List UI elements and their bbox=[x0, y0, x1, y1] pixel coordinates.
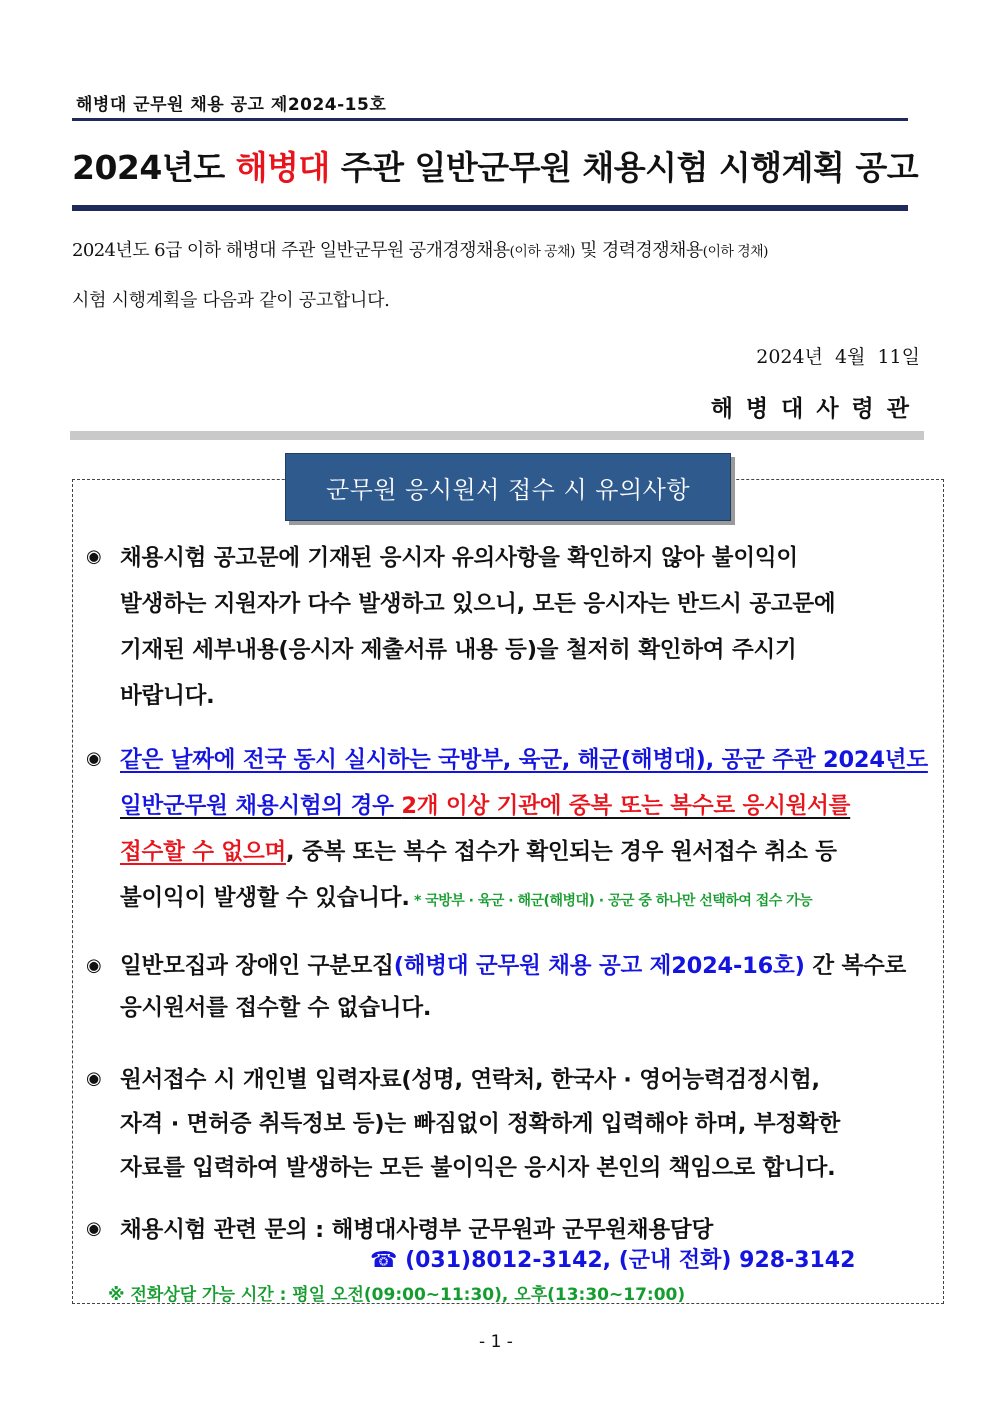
item2-line-3-rest: , 중복 또는 복수 접수가 확인되는 경우 원서접수 취소 등 bbox=[286, 839, 837, 865]
item2-line-2 bbox=[120, 788, 940, 820]
bullet-icon: ◉ bbox=[86, 955, 102, 976]
item3-text-b: 간 복수로 bbox=[804, 953, 907, 979]
intro-abbr-b: (이하 경채) bbox=[702, 244, 768, 260]
item1-line-2: 발생하는 지원자가 다수 발생하고 있으니, 모든 응시자는 반드시 공고문에 bbox=[120, 591, 836, 617]
item1-line-4: 바랍니다. bbox=[120, 683, 215, 709]
item4-line-2: 자격 · 면허증 취득정보 등)는 빠짐없이 정확하게 입력해야 하며, 부정확한 bbox=[120, 1111, 840, 1137]
page-number: - 1 - bbox=[479, 1332, 513, 1352]
item2-line-3 bbox=[120, 834, 940, 866]
item3-ref: (해병대 군무원 채용 공고 제2024-16호) bbox=[393, 953, 805, 979]
bullet-icon: ◉ bbox=[86, 748, 102, 769]
item2-red-text: 2개 이상 기관에 중복 또는 복수로 응시원서를 bbox=[401, 793, 851, 819]
issue-date: 2024년 4월 11일 bbox=[756, 346, 920, 368]
item3-line-2: 응시원서를 접수할 수 없습니다. bbox=[120, 995, 432, 1021]
contact-phone: ☎ (031)8012-3142, (군내 전화) 928-3142 bbox=[370, 1248, 856, 1273]
item2-note: * 국방부 · 육군 · 해군(해병대) · 공군 중 하나만 선택하여 접수 가능 bbox=[409, 893, 813, 909]
header-rule-bottom bbox=[72, 205, 908, 211]
signer: 해병대사령관 bbox=[710, 396, 922, 422]
title-accent: 해병대 bbox=[235, 148, 330, 187]
item4-line-3: 자료를 입력하여 발생하는 모든 불이익은 응시자 본인의 책임으로 합니다. bbox=[120, 1155, 836, 1181]
item2-line-4-text: 불이익이 발생할 수 있습니다. bbox=[120, 885, 410, 911]
notice-banner: 군무원 응시원서 접수 시 유의사항 bbox=[285, 453, 731, 521]
bullet-icon: ◉ bbox=[86, 546, 102, 567]
intro-text-b: 및 경력경쟁채용 bbox=[574, 240, 703, 261]
item2-line-1: 같은 날짜에 전국 동시 실시하는 국방부, 육군, 해군(해병대), 공군 주관 2024년도 bbox=[120, 747, 928, 773]
item2-blue-text: 일반군무원 채용시험의 경우 bbox=[120, 793, 402, 819]
title-suffix: 주관 일반군무원 채용시험 시행계획 공고 bbox=[329, 148, 919, 187]
doc-number: 해병대 군무원 채용 공고 제2024-15호 bbox=[76, 95, 387, 115]
title-prefix: 2024년도 bbox=[72, 148, 236, 187]
section-divider bbox=[70, 431, 924, 440]
header-rule-top bbox=[72, 118, 908, 121]
intro-line-1 bbox=[72, 236, 768, 262]
item3-line-1 bbox=[120, 948, 940, 980]
item3-text-a: 일반모집과 장애인 구분모집 bbox=[120, 953, 394, 979]
intro-abbr-a: (이하 공채) bbox=[509, 244, 575, 260]
contact-hours: ※ 전화상담 가능 시간 : 평일 오전(09:00~11:30), 오후(13:30~17:00) bbox=[108, 1285, 686, 1305]
item4-line-1: 원서접수 시 개인별 입력자료(성명, 연락처, 한국사 · 영어능력검정시험, bbox=[120, 1067, 820, 1093]
bullet-icon: ◉ bbox=[86, 1068, 102, 1089]
bullet-icon: ◉ bbox=[86, 1218, 102, 1239]
item2-line-4 bbox=[120, 880, 940, 912]
intro-line-2: 시험 시행계획을 다음과 같이 공고합니다. bbox=[72, 290, 390, 311]
item2-red-emphasis: 접수할 수 없으며 bbox=[120, 839, 287, 865]
item1-line-3: 기재된 세부내용(응시자 제출서류 내용 등)을 철저히 확인하여 주시기 bbox=[120, 637, 797, 663]
intro-text-a: 2024년도 6급 이하 해병대 주관 일반군무원 공개경쟁채용 bbox=[72, 240, 510, 261]
item1-line-1: 채용시험 공고문에 기재된 응시자 유의사항을 확인하지 않아 불이익이 bbox=[120, 545, 798, 571]
page-title bbox=[72, 142, 919, 189]
item5-line-1: 채용시험 관련 문의 : 해병대사령부 군무원과 군무원채용담당 bbox=[120, 1217, 713, 1243]
